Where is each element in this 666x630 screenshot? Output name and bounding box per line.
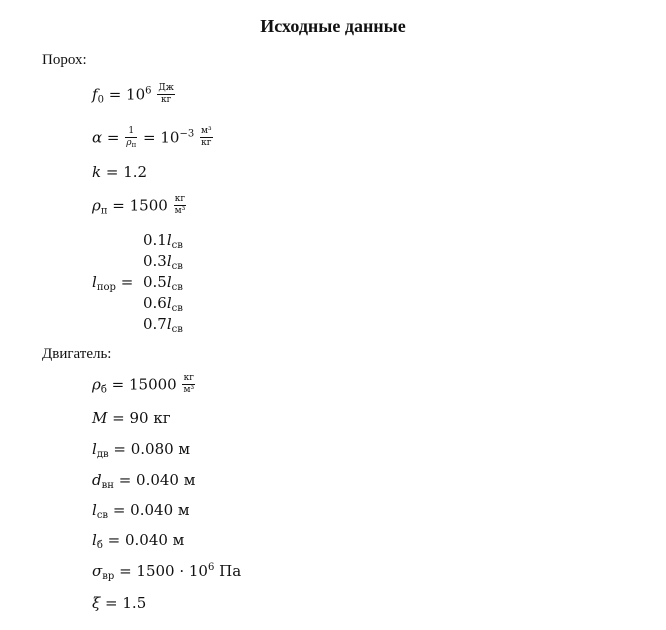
equation-rho-b: $\rho_б = 15000$ $\frac{кг}{\text{м³}}$ [92,373,195,396]
equation-sigma: $\sigma_{вр} = 1500 \cdot 10^6$ Па [92,562,242,582]
equation-l-dv: $l_{дв} = 0.080$ м [92,440,191,460]
page-title: Исходные данные [260,16,406,36]
equation-xi: ξ = 1.5 [92,594,147,612]
l-por-option: $0.3l_{св}$ [143,252,183,272]
equation-l-sv: $l_{св} = 0.040$ м [92,501,190,521]
engine-heading: Двигатель: [42,346,112,362]
l-por-option: $0.5l_{св}$ [143,273,183,293]
equation-alpha: α = $\frac{1}{\rho_п}$ = $10^{-3}$ $\frac{\text{м³}}{кг}$ [92,126,212,149]
l-por-option: $0.1l_{св}$ [143,231,183,251]
powder-heading: Порох: [42,52,87,68]
equation-l-por-lhs: $l_{пор}$ = [92,273,134,293]
l-por-option: $0.6l_{св}$ [143,294,183,314]
equation-k: k = 1.2 [92,163,148,181]
equation-rho-p: $\rho_п = 1500$ $\frac{кг}{\text{м³}}$ [92,194,186,217]
equation-d-vn: $d_{вн} = 0.040$ м [92,471,196,491]
equation-l-b: $l_б = 0.040$ м [92,531,185,551]
equation-m: M = 90 кг [92,409,171,427]
equation-f0: $f_0 = 10^6$ $\frac{Дж}{кг}$ [92,83,174,106]
l-por-option: $0.7l_{св}$ [143,315,183,335]
